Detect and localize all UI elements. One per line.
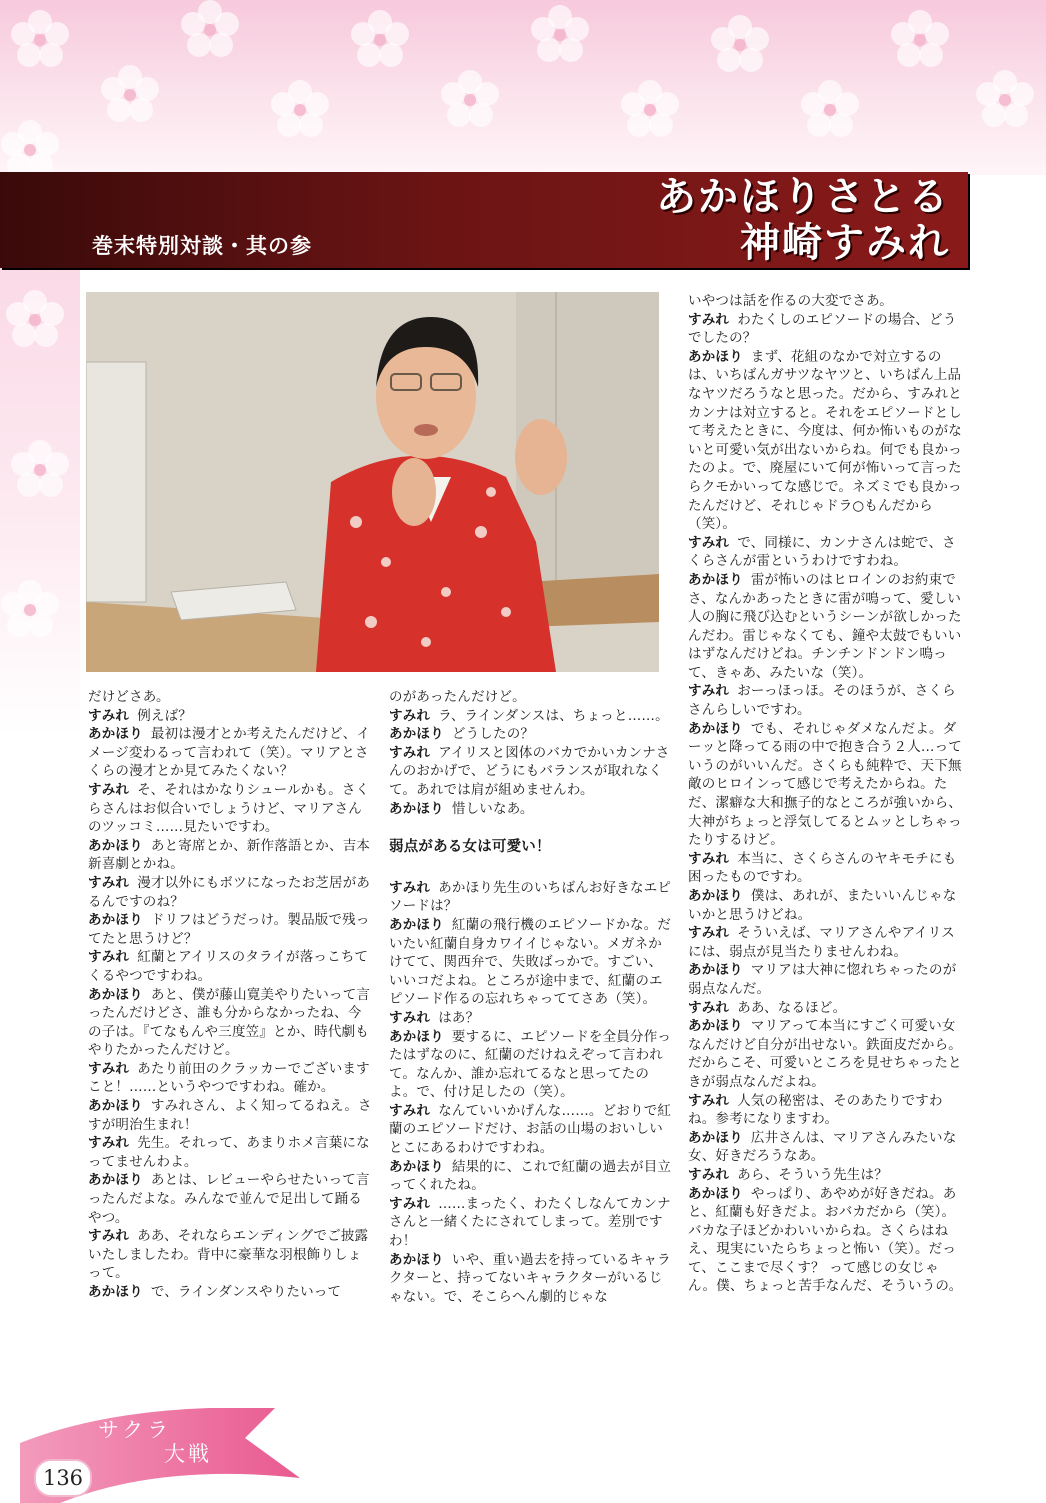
speaker-name: あかほり bbox=[389, 1028, 444, 1045]
dialogue-text: おーっほっほ。そのほうが、さくらさんらしいですわ。 bbox=[688, 683, 956, 719]
dialogue-line bbox=[389, 1028, 673, 1102]
dialogue-line bbox=[389, 1158, 673, 1195]
article-column-3 bbox=[688, 292, 966, 1296]
speaker-name: すみれ bbox=[389, 1102, 431, 1119]
dialogue-text: わたくしのエピソードの場合、どうでしたの？ bbox=[688, 311, 957, 347]
dialogue-line bbox=[88, 948, 372, 985]
dialogue-text: だけどさあ。 bbox=[88, 689, 170, 705]
dialogue-line bbox=[88, 1134, 372, 1171]
dialogue-line bbox=[688, 887, 966, 924]
dialogue-line bbox=[688, 720, 966, 850]
dialogue-text: 結果的に、これで紅蘭の過去が目立ってくれたね。 bbox=[389, 1158, 672, 1194]
dialogue-text: あら、そういう先生は？ bbox=[737, 1166, 888, 1183]
page-number: 136 bbox=[34, 1459, 92, 1497]
speaker-name: すみれ bbox=[688, 925, 730, 942]
speaker-name: すみれ bbox=[389, 707, 431, 724]
dialogue-line bbox=[88, 986, 372, 1060]
speaker-name: あかほり bbox=[688, 1018, 743, 1035]
dialogue-text: 本当に、さくらさんのヤキモチにも困ったものですわ。 bbox=[688, 850, 957, 886]
dialogue-line bbox=[688, 1129, 966, 1166]
speaker-name: すみれ bbox=[688, 683, 730, 700]
dialogue-text: 人気の秘密は、そのあたりですわね。参考になりますわ。 bbox=[688, 1092, 943, 1128]
speaker-name: あかほり bbox=[88, 912, 143, 929]
article-column-1 bbox=[88, 688, 372, 1302]
dialogue-line bbox=[88, 1097, 372, 1134]
dialogue-text: どうしたの？ bbox=[451, 726, 535, 743]
speaker-name: すみれ bbox=[688, 1166, 730, 1183]
dialogue-text: 要するに、エピソードを全員分作ったはずなのに、紅蘭のだけねえぞって言われて。なんか、誰か忘れてるなと思ってたのよ。で、付け足したの（笑）。 bbox=[389, 1028, 672, 1101]
dialogue-text: マリアって本当にすごく可愛い女なんだけど自分が出せない。鉄面皮だから。だからこそ、可愛いところを見せちゃったときが弱点なんだよね。 bbox=[688, 1018, 962, 1090]
dialogue-line bbox=[688, 311, 966, 348]
dialogue-line bbox=[688, 999, 966, 1018]
dialogue-line bbox=[88, 688, 372, 707]
dialogue-text: ……まったく、わたくしなんてカンナさんと一緒くたにされてしまって。差別ですわ！ bbox=[389, 1195, 671, 1250]
speaker-name: すみれ bbox=[389, 1009, 431, 1026]
speaker-name: あかほり bbox=[688, 962, 743, 979]
dialogue-text: 惜しいなあ。 bbox=[451, 800, 534, 817]
brand-line-1: サクラ bbox=[98, 1418, 173, 1442]
page-title bbox=[656, 174, 950, 266]
dialogue-text: 僕は、あれが、またいいんじゃないかと思うけどね。 bbox=[688, 888, 957, 923]
title-line-1: あかほりさとる bbox=[656, 174, 950, 220]
speaker-name: あかほり bbox=[88, 986, 143, 1003]
dialogue-line bbox=[88, 1283, 372, 1302]
speaker-name: すみれ bbox=[688, 999, 730, 1016]
speaker-name: すみれ bbox=[389, 1195, 431, 1212]
speaker-name: すみれ bbox=[389, 879, 431, 896]
speaker-name: あかほり bbox=[389, 800, 444, 817]
dialogue-line bbox=[88, 1171, 372, 1227]
speaker-name: あかほり bbox=[88, 1284, 143, 1300]
dialogue-line bbox=[688, 1017, 966, 1091]
dialogue-text: いや、重い過去を持っているキャラクターと、持ってないキャラクターがいるじゃない。で、そこらへん劇的じゃな bbox=[389, 1251, 671, 1305]
dialogue-text: マリアは大神に惚れちゃったのが弱点なんだ。 bbox=[688, 962, 957, 997]
dialogue-line bbox=[688, 292, 966, 311]
dialogue-line bbox=[88, 725, 372, 781]
speaker-name: あかほり bbox=[688, 1185, 743, 1202]
speaker-name: あかほり bbox=[688, 720, 743, 737]
article-column-2 bbox=[389, 688, 673, 1306]
dialogue-text: ラ、ラインダンスは、ちょっと……。 bbox=[438, 707, 669, 724]
column-1-body bbox=[88, 688, 372, 1302]
dialogue-line bbox=[688, 1185, 966, 1297]
dialogue-text: アイリスと図体のバカでかいカンナさんのおかげで、どうにもバランスが取れなくて。あれでは肩が組めませんわ。 bbox=[389, 744, 670, 798]
speaker-name: あかほり bbox=[88, 837, 143, 854]
speaker-name: すみれ bbox=[88, 949, 130, 966]
column-2-body-continued bbox=[389, 879, 673, 1307]
dialogue-line bbox=[688, 534, 966, 571]
dialogue-text: 漫才以外にもボツになったお芝居があるんですのね？ bbox=[88, 874, 371, 910]
dialogue-line bbox=[88, 781, 372, 837]
dialogue-line bbox=[389, 688, 673, 707]
speaker-name: すみれ bbox=[688, 1092, 730, 1109]
dialogue-text: そういえば、マリアさんやアイリスには、弱点が見当たりませんわね。 bbox=[688, 925, 955, 960]
dialogue-line bbox=[389, 879, 673, 916]
dialogue-text: いやつは話を作るの大変でさあ。 bbox=[688, 293, 893, 309]
title-line-2: 神崎すみれ bbox=[740, 220, 950, 266]
dialogue-line bbox=[688, 850, 966, 887]
brand-logo bbox=[98, 1418, 212, 1466]
dialogue-text: 広井さんは、マリアさんみたいな女、好きだろうなあ。 bbox=[688, 1129, 957, 1165]
dialogue-text: 先生。それって、あまりホメ言葉になってませんわよ。 bbox=[88, 1135, 370, 1170]
speaker-name: すみれ bbox=[688, 311, 730, 328]
speaker-name: あかほり bbox=[389, 726, 444, 743]
dialogue-line bbox=[688, 1166, 966, 1185]
dialogue-line bbox=[88, 707, 372, 726]
dialogue-text: で、ラインダンスやりたいって bbox=[150, 1284, 342, 1300]
dialogue-line bbox=[389, 1009, 673, 1028]
dialogue-text: ドリフはどうだっけ。製品版で残ってたと思うけど？ bbox=[88, 912, 370, 947]
dialogue-line bbox=[88, 911, 372, 948]
speaker-name: あかほり bbox=[688, 1129, 743, 1146]
brand-line-2: 大戦 bbox=[164, 1442, 212, 1466]
speaker-name: すみれ bbox=[88, 1060, 130, 1077]
speaker-name: すみれ bbox=[688, 534, 730, 551]
dialogue-line bbox=[688, 924, 966, 961]
dialogue-text: ああ、なるほど。 bbox=[737, 999, 847, 1016]
speaker-name: あかほり bbox=[389, 1158, 444, 1175]
dialogue-line bbox=[389, 800, 673, 819]
dialogue-text: 雷が怖いのはヒロインのお約束でさ、なんかあったときに雷が鳴って、愛しい人の胸に飛び込むというシーンが欲しかったんだわ。雷じゃなくても、鐘や太鼓でもいいはずなんだけどね。チンチンドンドン鳴って、きゃあ、みたいな（笑）。 bbox=[688, 571, 962, 681]
speaker-name: すみれ bbox=[88, 707, 130, 724]
speaker-name: すみれ bbox=[88, 781, 130, 798]
dialogue-text: でも、それじゃダメなんだよ。ダーッと降ってる雨の中で抱き合う２人…っていうのがいいんだ。さくらも純粋で、天下無敵のヒロインって感じで考えたからね。ただ、潔癖な大和撫子的なところが強いから、大神がちょっと浮気してるとムッとしちゃったりするけど。 bbox=[688, 720, 962, 849]
dialogue-line bbox=[688, 961, 966, 998]
dialogue-text: 紅蘭の飛行機のエピソードかな。だいたい紅蘭自身カワイイじゃない。メガネかけてて、関西弁で、失敗ばっかで。すごい、いいコだよね。ところが途中まで、紅蘭のエピソード作るの忘れちゃっててさあ（笑）。 bbox=[389, 916, 672, 1008]
dialogue-line bbox=[389, 744, 673, 800]
dialogue-line bbox=[88, 1227, 372, 1283]
speaker-name: あかほり bbox=[688, 348, 743, 365]
dialogue-text: やっぱり、あやめが好きだね。あと、紅蘭も好きだよ。おバカだから（笑）。バカな子ほどかわいいからね。さくらはねえ、現実にいたらちょっと怖い（笑）。だって、ここまで尽くす？ って感じの女じゃん。僕、ちょっと苦手なんだ、そういうの。 bbox=[688, 1185, 963, 1295]
speaker-name: あかほり bbox=[688, 888, 743, 904]
dialogue-text: あと、僕が藤山寛美やりたいって言ったんだけどさ、誰も分からなかったね、今の子は。『てなもんや三度笠』とか、時代劇もやりたかったんだけど。 bbox=[88, 986, 371, 1059]
dialogue-text: 例えば？ bbox=[137, 707, 193, 724]
dialogue-line bbox=[389, 1102, 673, 1158]
speaker-name: すみれ bbox=[389, 744, 431, 761]
speaker-name: あかほり bbox=[88, 1098, 143, 1115]
dialogue-line bbox=[389, 1195, 673, 1251]
speaker-name: あかほり bbox=[389, 1251, 444, 1268]
dialogue-text: すみれさん、よく知ってるねえ。さすが明治生まれ！ bbox=[88, 1098, 372, 1133]
dialogue-line bbox=[389, 1251, 673, 1307]
dialogue-line bbox=[88, 837, 372, 874]
column-3-body bbox=[688, 292, 966, 1296]
dialogue-text: まず、花組のなかで対立するのは、いちばんガサツなヤツと、いちばん上品なヤツだろうなと思った。だから、すみれとカンナは対立すると。それをエピソードとして考えたときに、今度は、何か怖いものがないと可愛い気が出ないからね。何でも良かったのよ。で、廃屋にいて何が怖いって言ったらクモかいってな感じで。ネズミでも良かったんだけど、それじゃドラ○もんだから（笑）。 bbox=[688, 348, 962, 533]
speaker-name: あかほり bbox=[688, 571, 743, 588]
page-subtitle: 巻末特別対談・其の参 bbox=[92, 234, 312, 258]
speaker-name: すみれ bbox=[88, 1228, 130, 1245]
speaker-name: すみれ bbox=[688, 850, 730, 867]
dialogue-text: あかほり先生のいちばんお好きなエピソードは？ bbox=[389, 879, 672, 915]
dialogue-text: あと寄席とか、新作落語とか、吉本新喜劇とかね。 bbox=[88, 837, 371, 873]
dialogue-line bbox=[688, 1092, 966, 1129]
dialogue-line bbox=[389, 725, 673, 744]
dialogue-text: ああ、それならエンディングでご披露いたしましたわ。背中に豪華な羽根飾りしょって。 bbox=[88, 1228, 369, 1282]
speaker-name: あかほり bbox=[88, 1172, 143, 1189]
dialogue-line bbox=[688, 348, 966, 534]
dialogue-text: なんていいかげんな……。どおりで紅蘭のエピソードだけ、お話の山場のおいしいとこにあるわけですわね。 bbox=[389, 1102, 672, 1157]
column-2-body bbox=[389, 688, 673, 818]
dialogue-text: のがあったんだけど。 bbox=[389, 689, 526, 705]
speaker-name: あかほり bbox=[389, 916, 444, 933]
dialogue-text: あたり前田のクラッカーでございますこと！……というやつですわね。確か。 bbox=[88, 1060, 370, 1096]
dialogue-text: で、同様に、カンナさんは蛇で、さくらさんが雷というわけですわね。 bbox=[688, 534, 956, 570]
dialogue-text: あとは、レビューやらせたいって言ったんだよな。みんなで並んで足出して踊るやつ。 bbox=[88, 1172, 370, 1226]
dialogue-text: 紅蘭とアイリスのタライが落っこちてくるやつですわね。 bbox=[88, 949, 369, 984]
photo-illustration-icon bbox=[86, 292, 659, 672]
dialogue-text: はあ？ bbox=[438, 1009, 480, 1026]
dialogue-line bbox=[389, 707, 673, 726]
dialogue-line bbox=[688, 571, 966, 683]
dialogue-line bbox=[389, 916, 673, 1009]
interview-photo bbox=[86, 292, 659, 672]
dialogue-line bbox=[688, 682, 966, 719]
section-heading: 弱点がある女は可愛い！ bbox=[389, 839, 551, 856]
speaker-name: すみれ bbox=[88, 1135, 130, 1152]
dialogue-text: 最初は漫才とか考えたんだけど、イメージ変わるって言われて（笑）。マリアとさくらの漫才とか見てみたくない？ bbox=[88, 726, 371, 780]
dialogue-text: そ、それはかなりシュールかも。さくらさんはお似合いでしょうけど、マリアさんのツッコミ……見たいですわ。 bbox=[88, 781, 370, 836]
dialogue-line bbox=[88, 1060, 372, 1097]
speaker-name: すみれ bbox=[88, 874, 130, 891]
speaker-name: あかほり bbox=[88, 726, 143, 743]
dialogue-line bbox=[88, 874, 372, 911]
